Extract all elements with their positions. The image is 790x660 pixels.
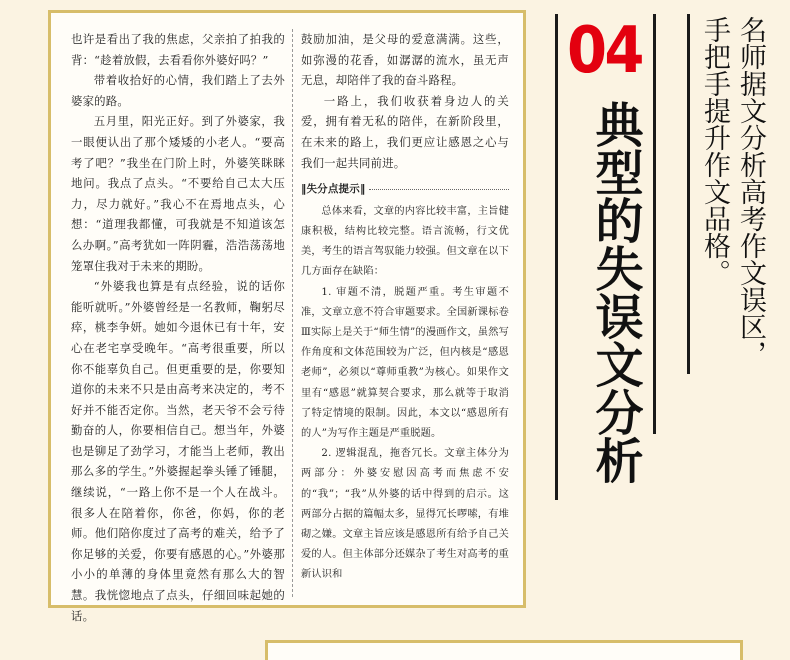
essay-paragraph: 一路上，我们收获着身边人的关爱，拥有着无私的陪伴，在新阶段里，在未来的路上，我们更应让感恩之心与我们一起共同前进。 [301, 93, 509, 170]
essay-left-column [71, 29, 285, 626]
tips-header-rule [369, 189, 509, 190]
panel-rule-left [555, 14, 558, 500]
essay-page [48, 10, 526, 623]
tips-body [301, 202, 509, 586]
tip-paragraph: 1. 审题不清，脱题严重。考生审题不准，文章立意不符合审题要求。全国新课标卷Ⅲ实际上是关于“师生情”的漫画作文，虽然写作角度和文体范围较为广泛，但内核是“感恩老师”，必须以“尊师重教”为核心。如果作文里有“感恩”就算契合要求，那么就等于取消了特定情境的限制。因此，本文以“感恩所有的人”为写作主题是严重脱题。 [301, 286, 509, 439]
tip-paragraph: 2. 逻辑混乱，拖沓冗长。文章主体分为两部分：外婆安慰因高考而焦虑不安的“我”；“我”从外婆的话中得到的启示。这两部分占据的篇幅太多，显得冗长啰嗦，有堆砌之嫌。文章主旨应该是感恩所有给予自己关爱的人。但主体部分还媒杂了考生对高考的重新认识和 [301, 448, 509, 581]
tips-header [301, 179, 509, 200]
essay-paragraph: 五月里，阳光正好。到了外婆家，我一眼便认出了那个矮矮的小老人。“要高考了吧？”我坐在门阶上时，外婆笑眯眯地问。我点了点头。“不要给自己太大压力，尽力就好。”我心不在焉地点头，心想：“道理我都懂，可我就是不知道该怎么办啊。”高考犹如一阵阴霾，浩浩荡荡地笼罩住我对于未来的期盼。 [71, 114, 285, 273]
essay-right-column [301, 29, 509, 586]
section-number: 04 [567, 14, 642, 88]
column-divider [292, 29, 293, 597]
panel-rule-right [687, 14, 690, 374]
essay-paragraph: “外婆我也算是有点经验，说的话你能听就听。”外婆曾经是一名教师，鞠躬尽瘁，桃李争妍。她如今退休已有十年，安心在老宅享受晚年。“高考很重要，所以你不能辜负自己。但更重要的是，你要知道你的未来不只是由高考来决定的，考不好并不能否定你。当然，老天爷不会亏待勤奋的人，你要相信自己。想当年，外婆也是铆足了劲学习，才能当上老师，教出那么多的学生。”外婆握起拳头锤了锤腿，继续说，“一路上你不是一个人在战斗。很多人在陪着你，你爸，你妈，你的老师。他们陪你度过了高考的难关，给予了你足够的关爱，你要有感恩的心。”外婆那小小的单薄的身体里竟然有那么大的智慧。我恍惚地点了点头，仔细回味起她的话。 [71, 279, 285, 623]
next-page-card [265, 640, 743, 660]
subtitle-line-2: 手把手提升作文品格。 [699, 16, 730, 286]
tip-paragraph: 总体来看，文章的内容比较丰富，主旨健康积极，结构比较完整。语言流畅，行文优美，考生的语言驾驭能力较强。但文章在以下几方面存在缺陷： [301, 205, 509, 278]
section-heading-panel [555, 14, 780, 500]
essay-paragraph: 鼓励加油，是父母的爱意满满。这些，如弥漫的花香，如潺潺的流水，虽无声无息，却陪伴了我的奋斗路程。 [301, 32, 509, 88]
subtitle-line-1: 名师据文分析高考作文误区， [735, 16, 766, 367]
panel-rule-middle [653, 14, 656, 434]
tips-header-label: ‖失分点提示‖ [301, 183, 366, 196]
essay-paragraph: 也许是看出了我的焦虑，父亲拍了拍我的背：“趁着放假，去看看你外婆好吗？” [71, 32, 285, 67]
section-title: 典型的失误文分析 [587, 100, 643, 484]
essay-paragraph: 带着收拾好的心情，我们踏上了去外婆家的路。 [71, 73, 285, 108]
